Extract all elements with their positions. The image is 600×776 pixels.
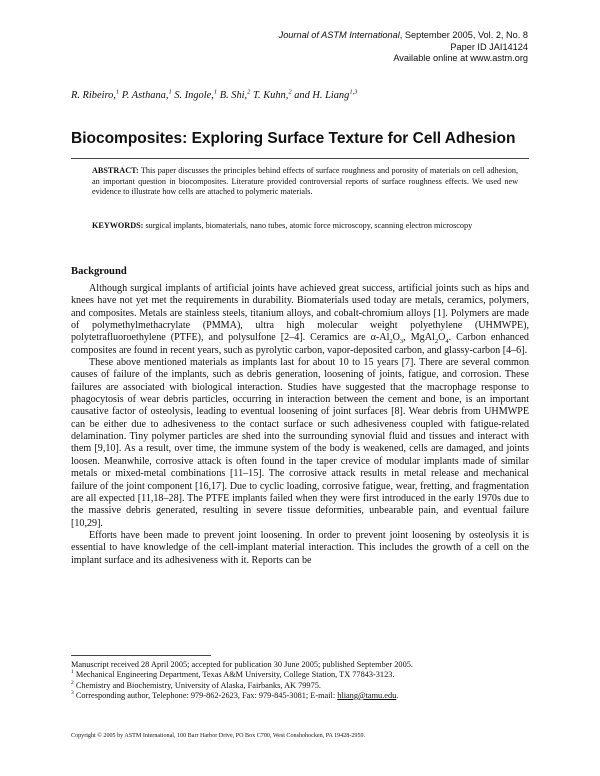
paper-id: Paper ID JAI14124 [450,41,528,52]
keywords-label: KEYWORDS: [92,221,144,230]
keywords [92,221,518,232]
availability-note: Available online at www.astm.org [393,53,528,63]
journal-citation [279,30,528,42]
footnote: $^2$ Chemistry and Biochemistry, University of Alaska, Fairbanks, AK 79975. [71,679,321,690]
footnote-divider [71,655,211,656]
paragraph: Efforts have been made to prevent joint loosening. In order to prevent joint loosening by osteolysis it is essential to have knowledge of the cell-implant material interaction. This includes the growth of a cell on the implant surface and its adhesiveness with it. Reports can be [71,529,529,566]
footnotes [71,660,531,701]
footnote: $^1$ Mechanical Engineering Department, Texas A&M University, College Station, TX 77843-3123. [71,669,395,680]
author: and H. Liang$^{1,3}$ [294,88,358,101]
section-heading: Background [71,266,127,277]
journal-name: Journal of ASTM International [278,30,400,40]
author: R. Ribeiro,$^1$ [71,88,120,101]
journal-header [279,30,528,65]
keywords-text: surgical implants, biomaterials, nano tubes, atomic force microscopy, scanning electron microscopy [143,221,473,230]
journal-issue: , September 2005, Vol. 2, No. 8 [399,30,528,40]
abstract [92,166,518,198]
author: T. Kuhn,$^2$ [253,88,292,101]
paper-title: Biocomposites: Exploring Surface Texture for Cell Adhesion [71,130,516,147]
manuscript-dates: Manuscript received 28 April 2005; accepted for publication 30 June 2005; published September 2005. [71,660,413,669]
abstract-label: ABSTRACT: [92,166,139,175]
body-text [71,283,529,567]
author-list [71,90,531,101]
author: S. Ingole,$^1$ [174,88,218,101]
paragraph: Although surgical implants of artificial joints have achieved great success, artificial joints such as hips and knees have not yet met the requirements in durability. Biomaterials used today are metals, ceramics, polymers, and composites. Metals are stainless steels, titanium alloys, and cobalt-chromium alloys [1]. Polymers are made of polymethylmethacrylate (PMMA), ultra high molecular weight polyethylene (UHMWPE), polytetrafluoroethylene (PTFE), and polysulfone [2–4]. Ceramics are $\alpha-Al_2O_3$, $MgAl_2O_4$. Carbon enhanced composites are found in recent years, such as pyrolytic carbon, vapor-deposited carbon, and glassy-carbon [4–6]. [71,283,529,356]
paragraph: These above mentioned materials as implants last for about 10 to 15 years [7]. There are several common causes of failure of the implants, such as debris generation, loosening of joints, fatigue, and corrosion. These failures are associated with biological interaction. Studies have suggested that the macrophage response to phagocytosis of wear debris particles, occurring in interaction between the cement and bone, is an important causative factor of osteolysis, leading to eventual loosening of joint surfaces [8]. Wear debris from UHMWPE can be either due to adhesiveness to the contact surface or such adhesiveness coupled with fatigue-related delamination. Tiny polymer particles are shed into the surrounding synovial fluid and tissues and interact with them [9,10]. As a result, over time, the immune system of the body is weakened, cells are damaged, and joints loosen. Meanwhile, corrosive attack is often found in the taper crevice of modular implants made of similar metals or mixed-metal combinations [11–15]. The corrosive attack results in metal release and mechanical failure of the joint component [16,17]. Due to cyclic loading, corrosive fatigue, wear, fretting, and fragmentation are all expected [11,18–28]. The PTFE implants failed when they were first introduced in the early 1970s due to the massive debris generated, resulting in severe tissue deformities, unbearable pain, and eventual failure [10,29]. [71,357,529,529]
abstract-text: This paper discusses the principles behind effects of surface roughness and porosity of materials on cell adhesion, an important question in biocomposites. Literature provided controversial reports of surface roughness effects. We used new evidence to illustrate how cells are attached to polymeric materials. [92,166,518,197]
title-divider [71,158,529,159]
email-link[interactable]: hliang@tamu.edu [337,690,397,700]
author: B. Shi,$^2$ [219,88,251,101]
footnote: $^3$ Corresponding author, Telephone: 979-862-2623, Fax: 979-845-3081; E-mail: hliang@tamu.edu. [71,690,399,700]
copyright-notice: Copyright © 2005 by ASTM International, 100 Barr Harbor Drive, PO Box C700, West Conshohocken, PA 19428-2959. [71,733,366,739]
author: P. Asthana,$^1$ [121,88,172,101]
